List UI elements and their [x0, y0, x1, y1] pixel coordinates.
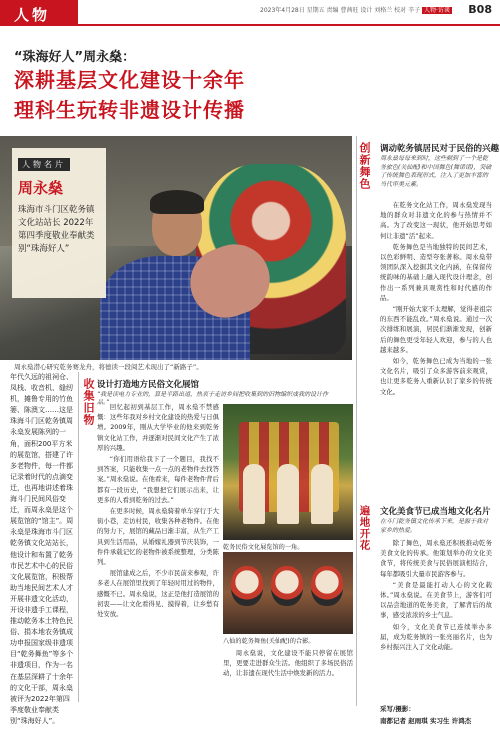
section-1-continued-body: [223, 648, 353, 708]
editor-badge: 人物·访谈: [423, 7, 450, 14]
performer-face: [231, 566, 263, 606]
paragraph: 乾务舞色是当地独特的民间艺术，以色彩鲜明、造型夸张著称。周永燊带领团队深入挖掘其文化内涵，在保留传统韵味的基础上融入现代设计理念，创作出一系列兼具观赏性和时代感的作品。: [380, 242, 492, 302]
headline-line-2: 理科生玩转非遗设计传播: [14, 98, 245, 122]
performer-face: [271, 566, 303, 606]
right-section-2-lead: 在斗门乾务镇文化传承下来，是源于我对家乡的热爱。: [380, 518, 489, 534]
section-1-vertical-head: 收集旧物: [82, 378, 95, 426]
paragraph: 除了舞色，周永燊还积极推动乾务美食文化的传承。他策划举办的文化美食节，将传统美食与民俗展演相结合，每年都吸引大量市民游客参与。: [380, 539, 492, 578]
section-1-title: 设计打造地方民俗文化展馆: [97, 380, 200, 390]
name-card: [12, 148, 106, 298]
right-section-2-title: 文化美食节已成当地文化名片: [380, 507, 491, 517]
exhibition-photo: [223, 404, 353, 540]
name-card-name: 周永燊: [18, 179, 64, 197]
name-card-tag: 人物名片: [18, 158, 70, 171]
paragraph: 展馆建成之后，不少市民前来参观，许多老人在展馆里找到了年轻时用过的物件，感慨不已。周永燊说，这正是他打造展馆的初衷——让文化看得见、摸得着，让乡愁有处安放。: [97, 569, 219, 619]
page-number: B08: [468, 3, 492, 16]
right-section-2-vertical-head: 遍地开花: [358, 505, 371, 551]
headline-line-1: 深耕基层文化建设十余年: [14, 68, 245, 92]
subject-hair: [150, 190, 204, 214]
name-card-bio: 珠海市斗门区乾务镇文化站站长 2022年第四季度敬业奉献类别“珠海好人”: [18, 205, 95, 254]
paragraph: 在更多时候，周永燊骑着单车穿行于大街小巷，走访村民，收集各种老物件。在他的努力下，展馆的藏品日渐丰富，从生产工具到生活用品，从婚嫁礼器到节庆装饰，一件件承载记忆的老物件被系统整理，分类陈列。: [97, 507, 219, 567]
byline-names: 南都记者 赵雨琪 实习生 许鸿杰: [380, 717, 472, 725]
exhibit-figure: [311, 464, 333, 524]
exhibit-figure: [277, 464, 299, 524]
byline-label: 采写/摄影：: [380, 705, 415, 713]
paragraph: 如今，文化美食节已连续举办多届，成为乾务镇的一张亮丽名片，也为乡村振兴注入了文化动能。: [380, 622, 492, 652]
performers-photo: [223, 552, 353, 634]
headline-kicker: “珠海好人”周永燊：: [14, 50, 136, 65]
right-section-1-lead: 周永燊每每来到时，这些剩到了一个是乾务旅色(关仙配)和中国舞色(舞诺诺)，突破了传统舞色表现形式，注入了更加丰富的当代审美元素。: [380, 155, 492, 188]
paragraph: “美食是最能打动人心的文化载体。”周永燊说。在美食节上，游客们可以品尝地道的乾务美食，了解背后的故事，感受浓浓的乡土气息。: [380, 580, 492, 620]
exhibition-photo-caption: 乾务民俗文化展览馆的一角。: [223, 544, 304, 551]
paragraph: “你们用语给我下了一个题目，我找不到答案，只能收集一点一点的老物件去找答案。”周永燊说。在他看来，每件老物件背后都有一段历史，“我想把它们展示出来，让更多的人看到乾务的过去。”: [97, 455, 219, 504]
section-1-lead: “我是读电力专业的，算是半路出道，热衷于走访乡间把收集到的旧物编织成我的设计作品。”: [97, 391, 329, 406]
performers-photo-caption: 八仙的乾务舞鱼(关仙配)的合影。: [223, 638, 315, 645]
main-photo-caption: 周永燊潜心研究乾务赛龙舟，将德读一段阅艺术现出了“新路子”。: [14, 363, 203, 371]
right-section-1-vertical-head: 创新舞色: [358, 142, 371, 190]
paragraph: 周永燊说，文化建设不能只停留在展馆里，更要走进群众生活。他组织了多场民俗活动，让非遗在现代生活中焕发新的活力。: [223, 649, 353, 678]
section-title: 人物: [0, 0, 78, 26]
section-1-body: [97, 402, 219, 700]
intro-column: 年代久远的祖祠仓、凤栈、收音机、缝纫机，摊鲁专用的竹鱼篓、陈澳文……这是珠海斗门区乾务镇周永燊发展陈列的一角，面积200平方米的展览馆，搭建了许多老物件，每一件都记录着时代的点滴变迁，也再地讲述着珠海斗门民间风俗变迁，而周永燊是这个展览馆的“馆主”。周永燊是珠海市斗门区乾务镇文化站站长，他设计和布置了乾务市民艺术中心的民俗文化展览馆，积极帮助当地民间艺术人才开展非遗文化活动，开设非遗手工课程，推动乾务本土特色民俗、捐本地农务镇成功申报国家级非遗项目“乾务舞鱼”等多个非遗项目，作为一名在基层深耕了十余年的文化干部，周永燊被评为2022年第四季度敬业奉献类别“珠海好人”。: [10, 373, 74, 725]
paragraph: 在乾务文化站工作，周永燊发现当地的群众对非遗文化的参与热情并不高。为了改变这一现状，他开始思考如何让非遗“活”起来。: [380, 201, 492, 240]
right-section-1-body: [380, 200, 492, 500]
column-divider: [78, 372, 79, 702]
right-section-2-body: [380, 538, 492, 700]
issue-details: 2023年4月28日 星期五 责编 曹茜旺 设计 刘格兰 校对 辛子: [260, 7, 422, 14]
exhibit-figure: [243, 464, 265, 524]
issue-info: [260, 5, 452, 14]
column-divider: [356, 136, 357, 706]
right-section-1-title: 调动乾务镇居民对于民俗的兴趣: [380, 144, 500, 154]
paragraph: “刚开始大家不太理解，觉得老祖宗的东西不能乱改。”周永燊说。通过一次次排练和展演，居民们渐渐发现，创新后的舞色更受年轻人欢迎，参与的人也越来越多。: [380, 305, 492, 354]
masthead: [0, 0, 500, 26]
paragraph: 回忆起初到基层工作，周永燊不禁感慨：这些年我对乡村文化建设的热爱与日俱增。2009年，刚从大学毕业的他来到乾务镇文化站工作，并逐渐对民间文化产生了浓厚的兴趣。: [97, 403, 219, 452]
paragraph: 如今，乾务舞色已成为当地的一张文化名片，吸引了众多游客前来观赏，也让更多乾务人重新认识了家乡的传统文化。: [380, 357, 492, 396]
performer-face: [311, 566, 343, 606]
